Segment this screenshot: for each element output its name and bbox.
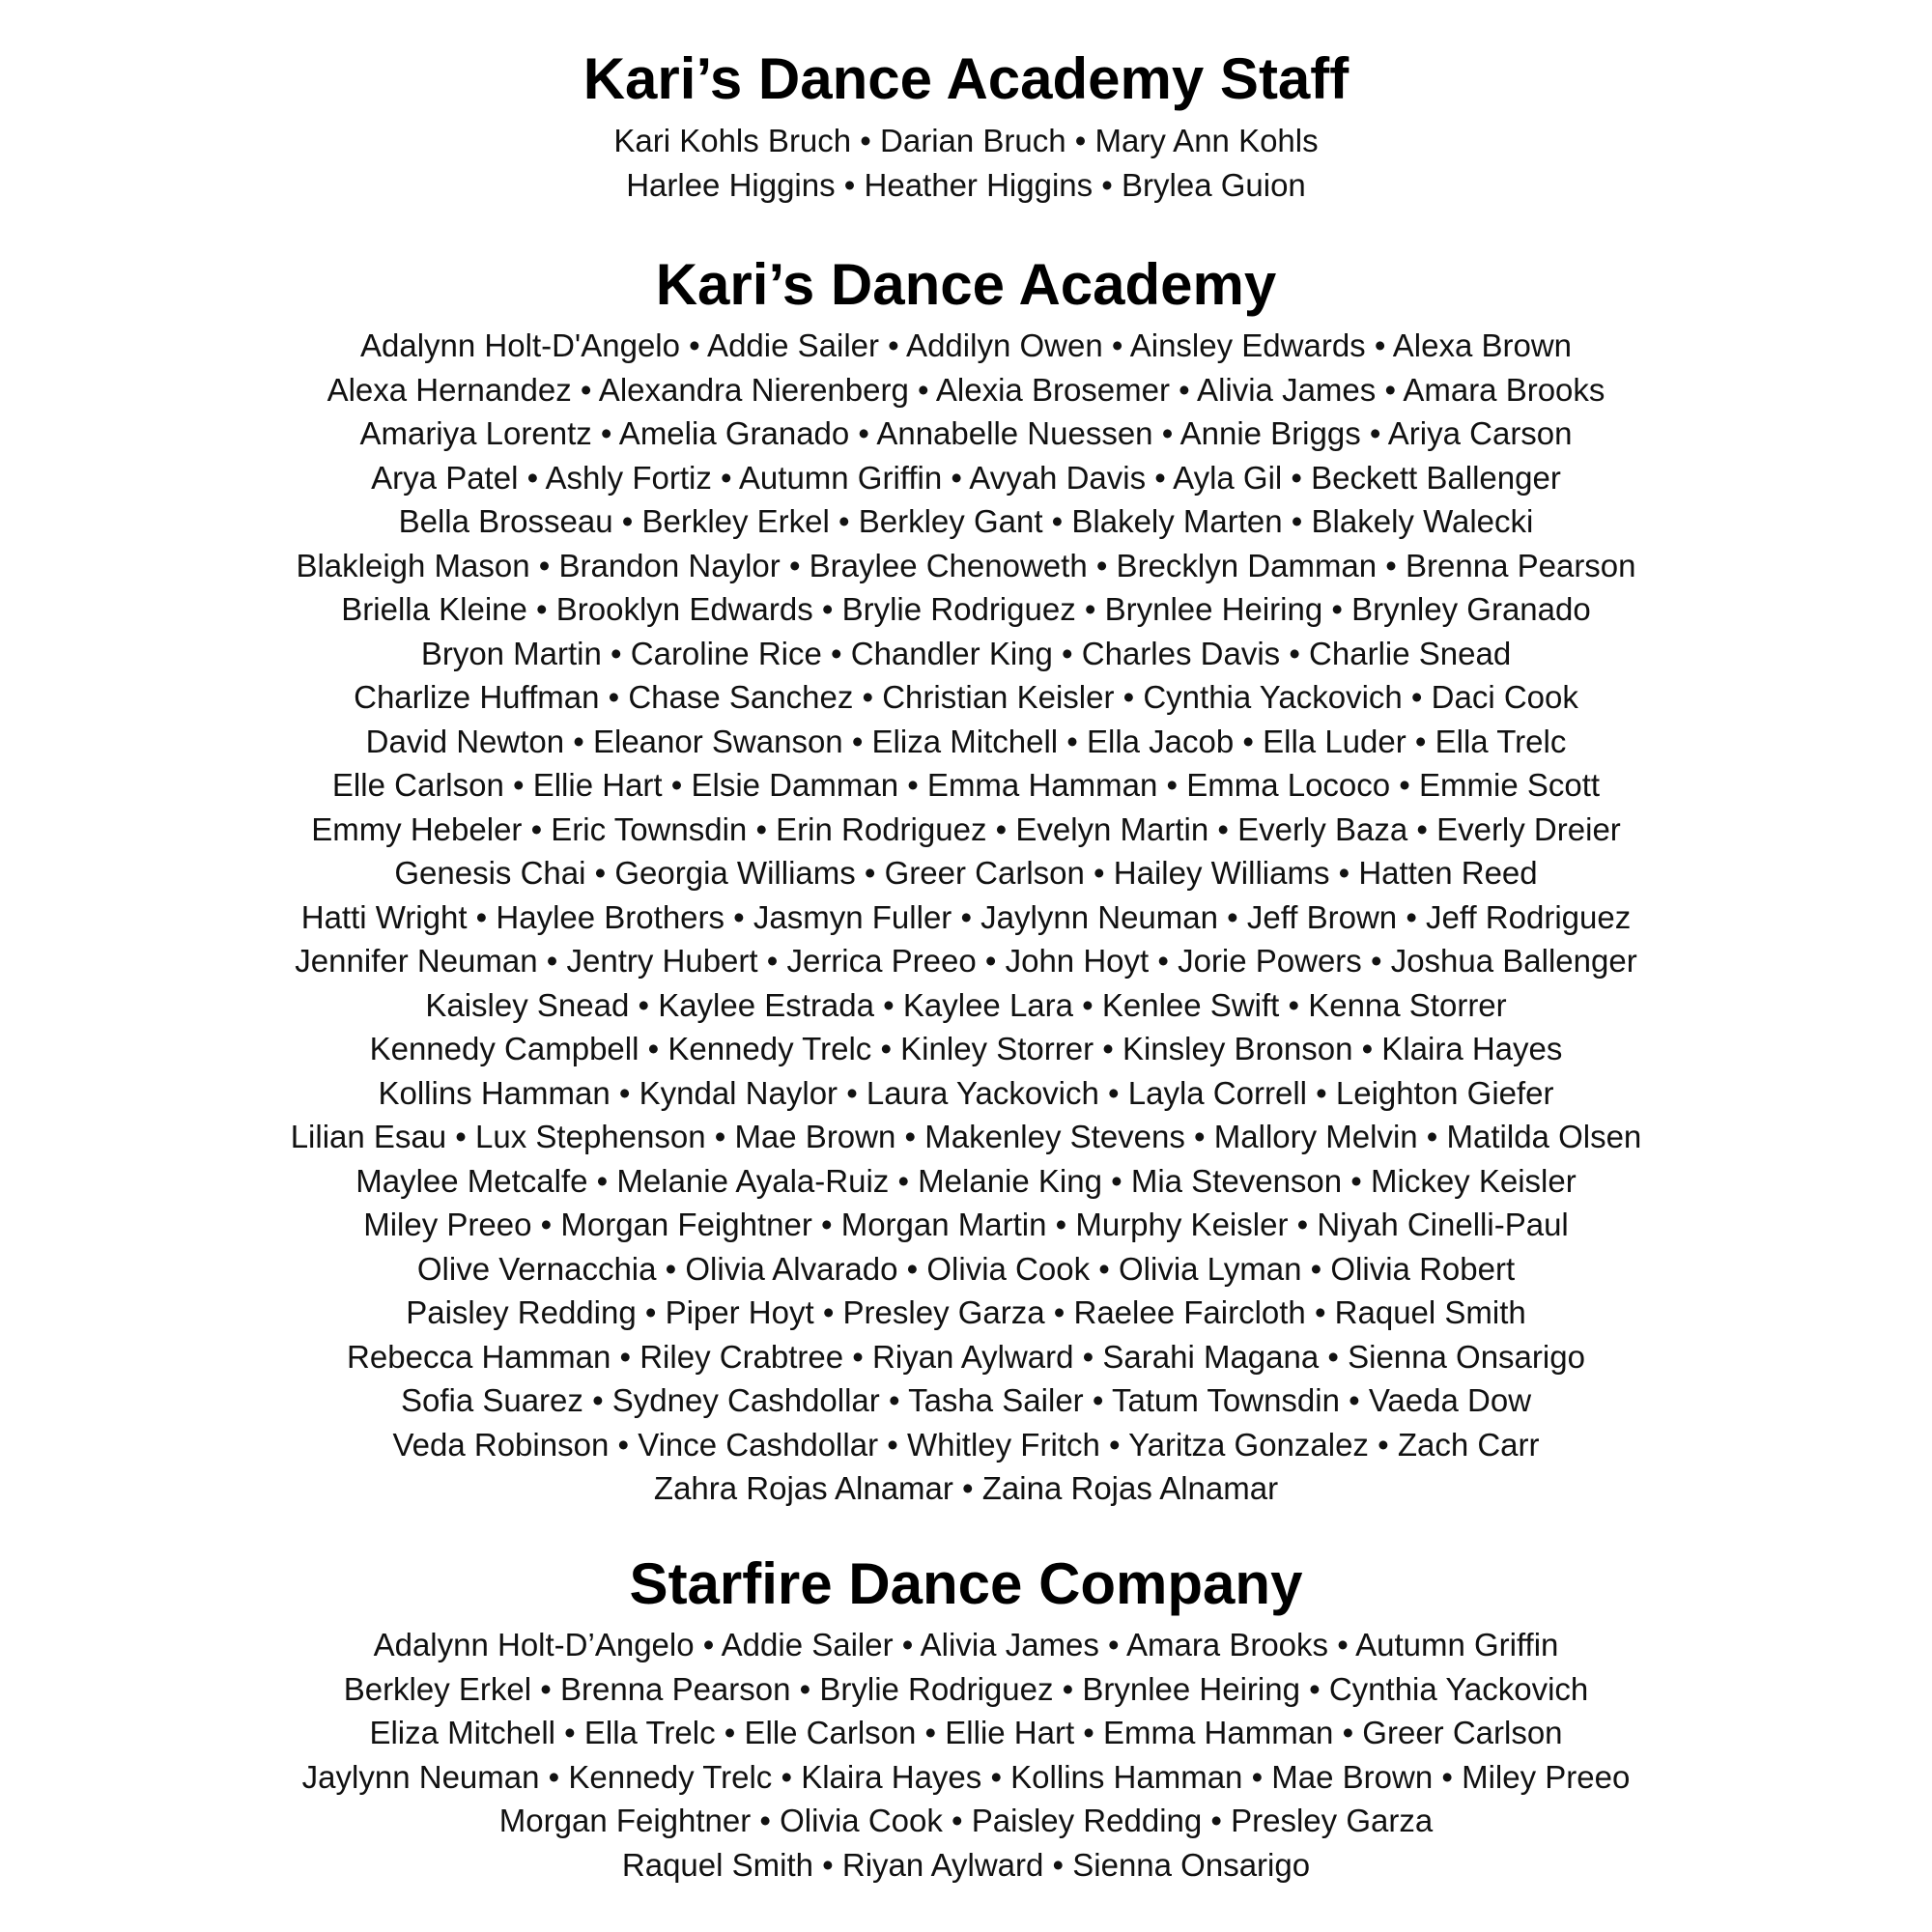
academy-name-list: [0, 324, 1932, 1511]
academy-name-line: Jennifer Neuman • Jentry Hubert • Jerrica Preeo • John Hoyt • Jorie Powers • Joshua Ballenger: [295, 943, 1637, 979]
staff-name-list: [0, 119, 1932, 207]
staff-section-title: Kari’s Dance Academy Staff: [582, 46, 1350, 111]
academy-name-line: Miley Preeo • Morgan Feightner • Morgan Martin • Murphy Keisler • Niyah Cinelli-Paul: [363, 1207, 1569, 1242]
academy-name-line: Kennedy Campbell • Kennedy Trelc • Kinley Storrer • Kinsley Bronson • Klaira Hayes: [369, 1031, 1563, 1066]
staff-name-line: Harlee Higgins • Heather Higgins • Brylea Guion: [626, 166, 1306, 203]
academy-name-line: Charlize Huffman • Chase Sanchez • Christian Keisler • Cynthia Yackovich • Daci Cook: [354, 679, 1578, 715]
academy-name-line: Emmy Hebeler • Eric Townsdin • Erin Rodriguez • Evelyn Martin • Everly Baza • Everly Dreier: [311, 810, 1621, 847]
starfire-name-line: Raquel Smith • Riyan Aylward • Sienna Onsarigo: [621, 1846, 1311, 1883]
academy-name-line: Lilian Esau • Lux Stephenson • Mae Brown • Makenley Stevens • Mallory Melvin • Matilda Olsen: [290, 1119, 1642, 1154]
starfire-section-title: Starfire Dance Company: [629, 1551, 1303, 1616]
academy-name-line: Bella Brosseau • Berkley Erkel • Berkley Gant • Blakely Marten • Blakely Walecki: [398, 503, 1534, 539]
academy-name-line: Amariya Lorentz • Amelia Granado • Annabelle Nuessen • Annie Briggs • Ariya Carson: [359, 415, 1573, 451]
academy-section: [0, 250, 1932, 1511]
academy-name-line: Olive Vernacchia • Olivia Alvarado • Olivia Cook • Olivia Lyman • Olivia Robert: [416, 1250, 1516, 1287]
academy-name-line: Arya Patel • Ashly Fortiz • Autumn Griffin • Avyah Davis • Ayla Gil • Beckett Ballenger: [371, 459, 1561, 496]
academy-name-line: Zahra Rojas Alnamar • Zaina Rojas Alnamar: [653, 1470, 1279, 1506]
academy-name-line: Briella Kleine • Brooklyn Edwards • Brylie Rodriguez • Brynlee Heiring • Brynley Granado: [341, 591, 1591, 627]
academy-name-line: Paisley Redding • Piper Hoyt • Presley Garza • Raelee Faircloth • Raquel Smith: [406, 1294, 1526, 1330]
academy-name-line: David Newton • Eleanor Swanson • Eliza Mitchell • Ella Jacob • Ella Luder • Ella Trelc: [365, 723, 1567, 759]
starfire-name-line: Morgan Feightner • Olivia Cook • Paisley Redding • Presley Garza: [498, 1803, 1434, 1838]
academy-name-line: Kollins Hamman • Kyndal Naylor • Laura Yackovich • Layla Correll • Leighton Giefer: [378, 1074, 1554, 1111]
starfire-name-line: Adalynn Holt-D’Angelo • Addie Sailer • Alivia James • Amara Brooks • Autumn Griffin: [373, 1627, 1559, 1662]
academy-name-line: Kaisley Snead • Kaylee Estrada • Kaylee Lara • Kenlee Swift • Kenna Storrer: [425, 986, 1507, 1023]
academy-name-line: Veda Robinson • Vince Cashdollar • Whitley Fritch • Yaritza Gonzalez • Zach Carr: [392, 1426, 1540, 1463]
staff-section: [0, 44, 1932, 207]
academy-name-line: Adalynn Holt-D'Angelo • Addie Sailer • Addilyn Owen • Ainsley Edwards • Alexa Brown: [360, 327, 1572, 363]
staff-name-line: Kari Kohls Bruch • Darian Bruch • Mary Ann Kohls: [613, 123, 1319, 158]
academy-name-line: Sofia Suarez • Sydney Cashdollar • Tasha Sailer • Tatum Townsdin • Vaeda Dow: [400, 1382, 1532, 1418]
starfire-name-line: Eliza Mitchell • Ella Trelc • Elle Carlson • Ellie Hart • Emma Hamman • Greer Carlson: [369, 1715, 1563, 1750]
academy-name-line: Alexa Hernandez • Alexandra Nierenberg • Alexia Brosemer • Alivia James • Amara Brooks: [327, 371, 1605, 408]
academy-name-line: Bryon Martin • Caroline Rice • Chandler King • Charles Davis • Charlie Snead: [420, 635, 1512, 671]
academy-name-line: Elle Carlson • Ellie Hart • Elsie Damman • Emma Hamman • Emma Lococo • Emmie Scott: [331, 767, 1601, 803]
starfire-name-line: Jaylynn Neuman • Kennedy Trelc • Klaira Hayes • Kollins Hamman • Mae Brown • Miley Preeo: [301, 1758, 1631, 1795]
academy-name-line: Rebecca Hamman • Riley Crabtree • Riyan Aylward • Sarahi Magana • Sienna Onsarigo: [347, 1338, 1585, 1375]
academy-name-line: Blakleigh Mason • Brandon Naylor • Braylee Chenoweth • Brecklyn Damman • Brenna Pearson: [296, 547, 1636, 583]
academy-name-line: Maylee Metcalfe • Melanie Ayala-Ruiz • Melanie King • Mia Stevenson • Mickey Keisler: [355, 1162, 1577, 1199]
starfire-name-line: Berkley Erkel • Brenna Pearson • Brylie Rodriguez • Brynlee Heiring • Cynthia Yackovich: [343, 1670, 1589, 1707]
starfire-section: [0, 1549, 1932, 1887]
academy-name-line: Hatti Wright • Haylee Brothers • Jasmyn Fuller • Jaylynn Neuman • Jeff Brown • Jeff Rodriguez: [300, 898, 1632, 935]
academy-section-title: Kari’s Dance Academy: [655, 252, 1277, 317]
academy-name-line: Genesis Chai • Georgia Williams • Greer Carlson • Hailey Williams • Hatten Reed: [394, 855, 1538, 891]
starfire-name-list: [0, 1623, 1932, 1887]
